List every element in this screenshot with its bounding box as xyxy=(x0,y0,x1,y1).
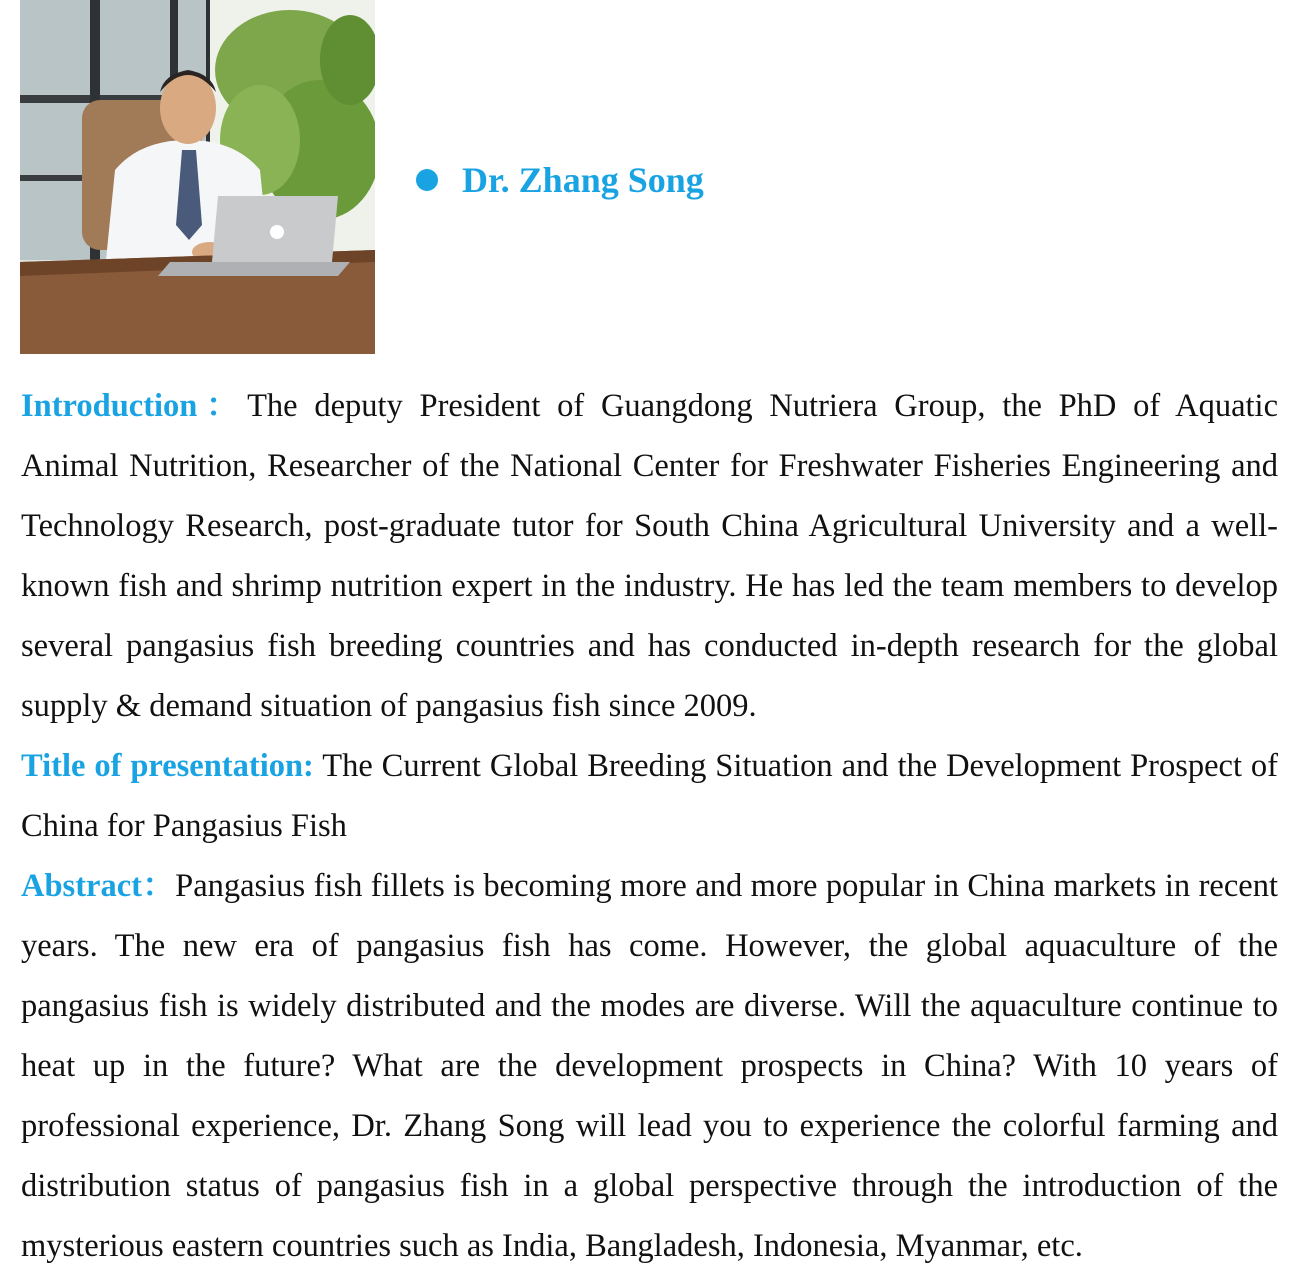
speaker-details xyxy=(21,376,1278,1276)
abstract-text: Pangasius fish fillets is becoming more and more popular in China markets in recent years. The new era of pangasius fish has come. However, the global aquaculture of the pangasius fish is widely distributed and the modes are diverse. Will the aquaculture continue to heat up in the future? What are the development prospects in China? With 10 years of professional experience, Dr. Zhang Song will lead you to experience the colorful farming and distribution status of pangasius fish in a global perspective through the introduction of the mysterious eastern countries such as India, Bangladesh, Indonesia, Myanmar, etc. xyxy=(21,868,1278,1264)
speaker-name: Dr. Zhang Song xyxy=(462,160,704,200)
presentation-label: Title of presentation: xyxy=(21,748,314,784)
bullet-icon xyxy=(416,169,438,191)
introduction-label: Introduction： xyxy=(21,388,248,424)
speaker-photo xyxy=(20,0,375,354)
presentation-text: The Current Global Breeding Situation and the Development Prospect of China for Pangasius Fish xyxy=(21,748,1278,844)
presentation-paragraph xyxy=(21,736,1278,856)
abstract-label: Abstract： xyxy=(21,868,176,904)
speaker-heading xyxy=(416,158,704,202)
introduction-paragraph xyxy=(21,376,1278,736)
abstract-paragraph xyxy=(21,856,1278,1276)
introduction-text: The deputy President of Guangdong Nutriera Group, the PhD of Aquatic Animal Nutrition, Researcher of the National Center for Freshwater Fisheries Engineering and Technology Research, post-graduate tutor for South China Agricultural University and a well-known fish and shrimp nutrition expert in the industry. He has led the team members to develop several pangasius fish breeding countries and has conducted in-depth research for the global supply & demand situation of pangasius fish since 2009. xyxy=(21,388,1278,724)
